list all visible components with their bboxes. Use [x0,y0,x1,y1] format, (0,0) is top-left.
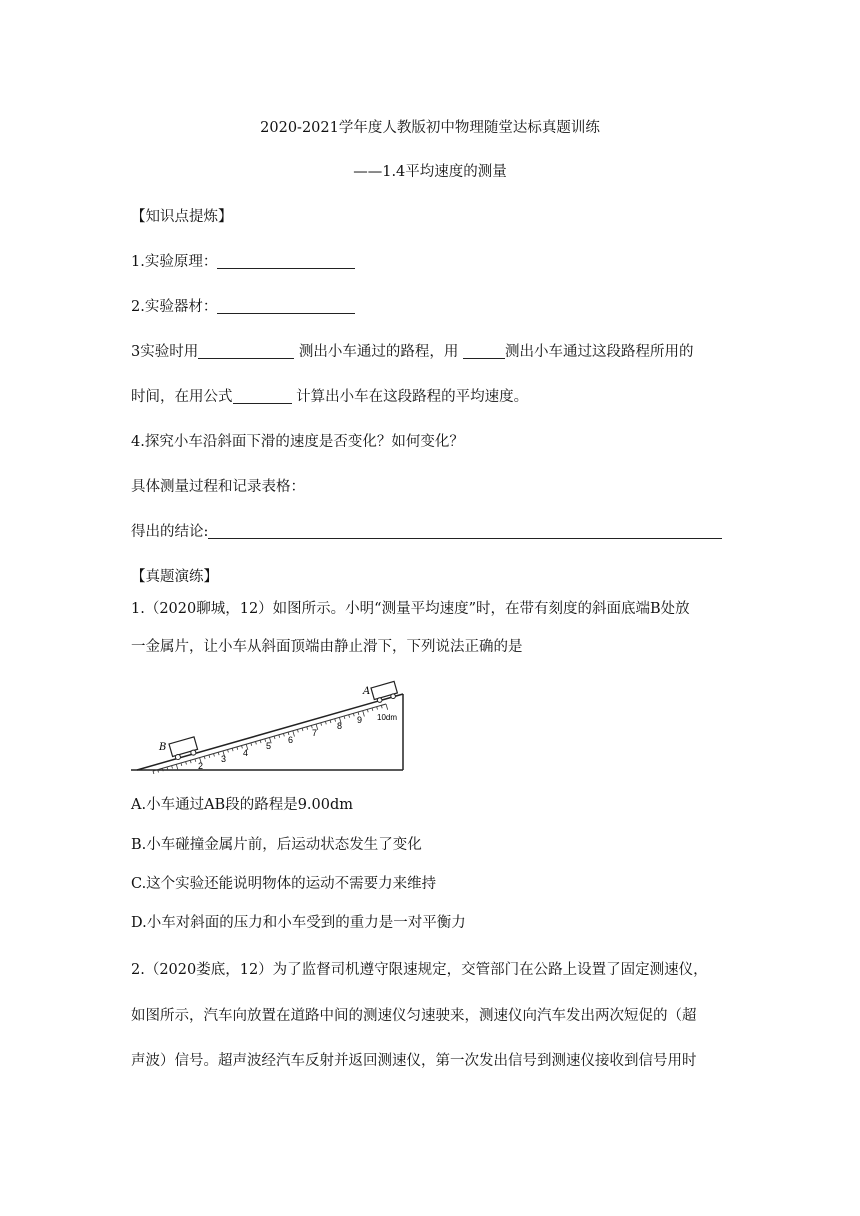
ruler-tick [293,731,295,737]
q2-text-line-2: 如图所示，汽车向放置在道路中间的测速仪匀速驶来，测速仪向汽车发出两次短促的（超 [131,1008,697,1024]
ruler-tick [353,713,354,716]
ruler-tick [209,755,210,758]
answer-blank [208,523,722,539]
ruler-tick [256,742,257,745]
ruler-tick [335,719,336,722]
ruler-tick [190,760,191,763]
answer-blank [217,253,355,269]
item-3-text-d: 时间，在用公式 [131,389,233,405]
item-3-text-e: 计算出小车在这段路程的平均速度。 [291,389,529,405]
item-3-text-c: 测出小车通过这段路程所用的 [504,344,694,360]
q1-option-d: D.小车对斜面的压力和小车受到的重力是一对平衡力 [131,915,466,931]
ruler-tick [260,740,261,743]
ruler-tick [251,743,252,746]
ruler-tick [181,763,182,766]
tick-label: 3 [221,754,227,764]
doc-subtitle: ——1.4平均速度的测量 [353,164,507,180]
ruler-tick [363,711,365,717]
tick-label: 6 [288,735,294,745]
answer-blank [198,343,294,359]
ruler-tick [372,708,373,711]
ruler-tick [228,750,229,753]
ruler-tick [218,752,219,755]
tick-label: 4 [243,748,249,758]
tick-label: 5 [266,741,272,751]
q2-text-line-3: 声波）信号。超声波经汽车反射并返回测速仪，第一次发出信号到测速仪接收到信号用时 [131,1053,697,1069]
q2-text-line-1: 2.（2020娄底，12）为了监督司机遵守限速规定，交管部门在公路上设置了固定测速仪， [131,962,708,978]
point-b-label: B [159,742,167,753]
point-a-label: A [363,686,371,697]
ruler-tick [172,766,173,769]
knowledge-item-1 [131,252,355,272]
tick-label: 8 [337,721,343,731]
tick-label: 9 [357,715,363,725]
ruler-tick [153,771,155,774]
knowledge-heading: 【知识点提炼】 [131,209,233,225]
answer-blank [233,388,292,404]
ruler-tick [307,727,308,730]
ruler-tick [274,736,275,739]
ruler-tick [297,729,298,732]
ruler-tick [186,762,187,765]
ruler-tick [279,735,280,738]
ruler-tick [302,728,303,731]
ruler-tick [162,768,163,771]
answer-blank [463,343,505,359]
ruler-tick [204,756,205,759]
knowledge-process: 具体测量过程和记录表格： [131,479,305,495]
knowledge-conclusion [131,522,722,542]
practice-heading: 【真题演练】 [131,569,218,585]
q1-text-line-1: 1.（2020聊城，12）如图所示。小明“测量平均速度”时，在带有刻度的斜面底端B处放 [131,601,690,617]
ruler-tick [195,759,196,762]
tick-label: 2 [198,761,204,771]
knowledge-item-2 [131,297,355,317]
q1-option-a: A.小车通过AB段的路程是9.00dm [131,797,354,813]
ruler-tick [283,733,284,736]
item-2-label: 2.实验器材： [131,299,218,315]
answer-blank [217,298,355,314]
ruler-tick [367,709,368,712]
ruler-tick [330,720,331,723]
knowledge-item-3-cont [131,387,528,407]
knowledge-item-3 [131,342,693,362]
ruler-tick [344,716,345,719]
ruler-tick [386,704,388,710]
q1-option-c: C.这个实验还能说明物体的运动不需要力来维持 [131,876,437,892]
cart-a [371,681,399,703]
ruler-tick [349,715,350,718]
ruler-tick [214,754,215,757]
unit-label: 10dm [377,713,398,722]
ruler-tick [237,747,238,750]
tick-label: 7 [312,728,318,738]
conclusion-label: 得出的结论: [131,524,209,540]
item-3-text-a: 3实验时用 [131,344,199,360]
ruler-tick [377,707,378,710]
item-1-label: 1.实验原理： [131,254,218,270]
q1-text-line-2: 一金属片，让小车从斜面顶端由静止滑下，下列说法正确的是 [131,639,523,655]
q1-option-b: B.小车碰撞金属片前，后运动状态发生了变化 [131,837,422,853]
knowledge-item-4: 4.探究小车沿斜面下滑的速度是否变化？如何变化？ [131,434,464,450]
ruler-tick [381,705,382,708]
ruler-tick [176,764,178,770]
doc-title: 2020-2021学年度人教版初中物理随堂达标真题训练 [260,120,600,136]
ruler-tick [321,723,322,726]
item-3-text-b: 测出小车通过的路程，用 [294,344,463,360]
incline-figure [131,674,406,774]
ruler-tick [325,721,326,724]
ruler-tick [232,748,233,751]
